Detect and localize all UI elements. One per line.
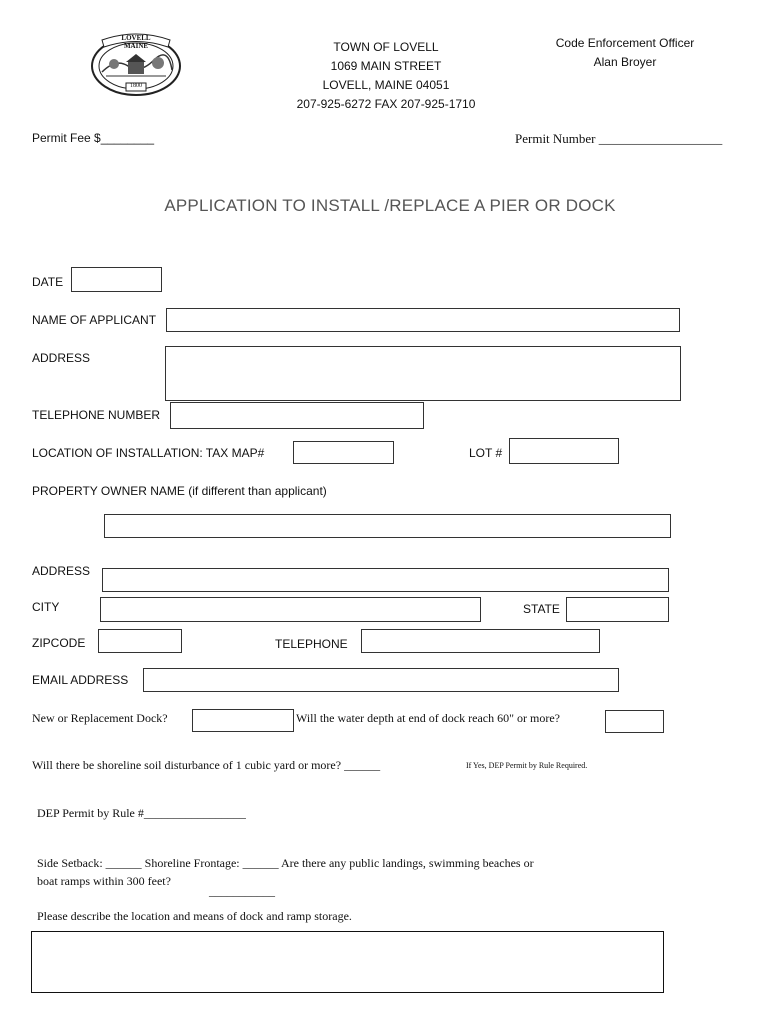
officer-block	[530, 34, 720, 72]
zipcode-field[interactable]	[98, 629, 182, 653]
tax-map-field[interactable]	[293, 441, 394, 464]
town-phone-fax: 207-925-6272 FAX 207-925-1710	[296, 97, 476, 111]
email-field[interactable]	[143, 668, 619, 692]
dep-permit-label: DEP Permit by Rule #_________________	[37, 806, 246, 820]
city-field[interactable]	[100, 597, 481, 622]
dock-type-question: New or Replacement Dock?	[32, 711, 168, 725]
water-depth-field[interactable]	[605, 710, 664, 733]
city-label: CITY	[32, 600, 60, 614]
lot-field[interactable]	[509, 438, 619, 464]
applicant-name-label: NAME OF APPLICANT	[32, 313, 157, 327]
owner-address-label: ADDRESS	[32, 564, 91, 578]
seal-text-bottom: 1800	[130, 83, 142, 89]
lot-label: LOT #	[469, 446, 503, 460]
tax-map-label: LOCATION OF INSTALLATION: TAX MAP#	[32, 446, 265, 460]
email-label: EMAIL ADDRESS	[32, 673, 129, 687]
permit-fee-label: Permit Fee $________	[32, 131, 155, 145]
storage-description-label: Please describe the location and means of dock and ramp storage.	[37, 909, 352, 923]
permit-number-label: Permit Number ___________________	[515, 131, 723, 146]
setback-line-1: Side Setback: ______ Shoreline Frontage: ______ Are there any public landings, swimming beaches or	[37, 856, 534, 870]
applicant-telephone-field[interactable]	[170, 402, 424, 429]
owner-telephone-field[interactable]	[361, 629, 600, 653]
officer-title: Code Enforcement Officer	[555, 36, 695, 50]
owner-name-field[interactable]	[104, 514, 671, 538]
state-field[interactable]	[566, 597, 669, 622]
date-label: DATE	[32, 275, 64, 289]
applicant-address-label: ADDRESS	[32, 351, 91, 365]
town-address-block	[270, 38, 502, 114]
town-name: TOWN OF LOVELL	[333, 40, 439, 54]
owner-telephone-label: TELEPHONE	[275, 637, 348, 651]
town-street: 1069 MAIN STREET	[330, 59, 442, 73]
applicant-address-field[interactable]	[165, 346, 681, 401]
dock-type-field[interactable]	[192, 709, 294, 732]
shoreline-question: Will there be shoreline soil disturbance of 1 cubic yard or more? ______	[32, 758, 381, 772]
town-seal	[88, 30, 184, 98]
public-landings-blank[interactable]: ___________	[209, 884, 275, 898]
town-city: LOVELL, MAINE 04051	[322, 78, 450, 92]
setback-line-2: boat ramps within 300 feet?	[37, 874, 171, 888]
seal-text-top: LOVELL MAINE	[121, 34, 151, 50]
water-depth-question: Will the water depth at end of dock reach 60" or more?	[296, 711, 560, 725]
zipcode-label: ZIPCODE	[32, 636, 86, 650]
applicant-name-field[interactable]	[166, 308, 680, 332]
owner-address-field[interactable]	[102, 568, 669, 592]
shoreline-note: If Yes, DEP Permit by Rule Required.	[466, 761, 588, 770]
date-field[interactable]	[71, 267, 162, 292]
storage-description-field[interactable]	[31, 931, 664, 993]
owner-name-label: PROPERTY OWNER NAME (if different than applicant)	[32, 484, 327, 498]
state-label: STATE	[523, 602, 560, 616]
applicant-telephone-label: TELEPHONE NUMBER	[32, 408, 161, 422]
form-title: APPLICATION TO INSTALL /REPLACE A PIER OR DOCK	[164, 196, 616, 215]
officer-name: Alan Broyer	[593, 55, 657, 69]
